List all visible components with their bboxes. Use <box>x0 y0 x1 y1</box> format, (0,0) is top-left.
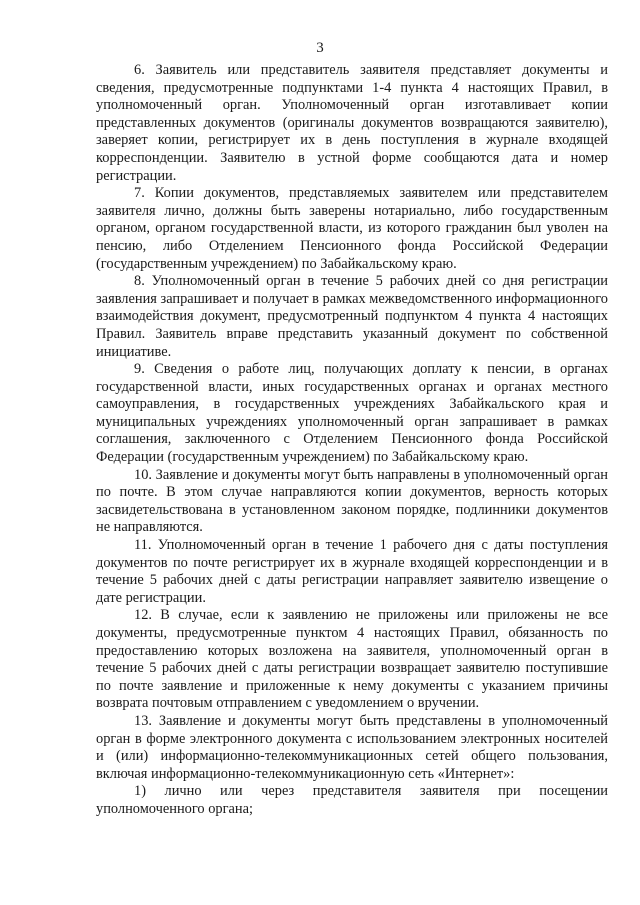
document-body <box>96 62 608 819</box>
paragraph-13: 13. Заявление и документы могут быть представлены в уполномоченный орган в форме электронного документа с использованием электронных носителей и (или) информационно-телекоммуникационных сетей общего пользования, включая информационно-телекоммуникационную сеть «Интернет»: <box>96 712 608 782</box>
paragraph-10: 10. Заявление и документы могут быть направлены в уполномоченный орган по почте. В этом случае направляются копии документов, верность которых засвидетельствована в установленном законом порядке, подлинники документов не направляются. <box>96 466 608 536</box>
paragraph-7: 7. Копии документов, представляемых заявителем или представителем заявителя лично, должны быть заверены нотариально, либо государственным органом, органом государственной власти, из которого гражданин был уволен на пенсию, либо Отделением Пенсионного фонда Российской Федерации (государственным учреждением) по Забайкальскому краю. <box>96 185 608 272</box>
paragraph-6: 6. Заявитель или представитель заявителя представляет документы и сведения, предусмотренные подпунктами 1-4 пункта 4 настоящих Правил, в уполномоченный орган. Уполномоченный орган изготавливает копии представленных документов (оригиналы документов возвращаются заявителю), заверяет копии, регистрирует их в день поступления в журнале входящей корреспонденции. Заявителю в устной форме сообщаются дата и номер регистрации. <box>96 62 608 184</box>
paragraph-12: 12. В случае, если к заявлению не приложены или приложены не все документы, предусмотренные пунктом 4 настоящих Правил, обязанность по предоставлению которых возложена на заявителя, уполномоченный орган в течение 5 рабочих дней с даты регистрации возвращает заявителю поступившие по почте заявление и приложенные к нему документы с указанием причины возврата почтовым отправлением с уведомлением о вручении. <box>96 607 608 712</box>
paragraph-11: 11. Уполномоченный орган в течение 1 рабочего дня с даты поступления документов по почте регистрирует их в журнале входящей корреспонденции и в течение 5 рабочих дней с даты регистрации направляет заявителю извещение о дате регистрации. <box>96 537 608 606</box>
paragraph-9: 9. Сведения о работе лиц, получающих доплату к пенсии, в органах государственной власти, иных государственных органах и органах местного самоуправления, в государственных учреждениях Забайкальского края и муниципальных учреждениях уполномоченный орган запрашивает в рамках соглашения, заключенного с Отделением Пенсионного фонда Российской Федерации (государственным учреждением) по Забайкальскому краю. <box>96 361 608 466</box>
paragraph-13-item-1: 1) лично или через представителя заявителя при посещении уполномоченного органа; <box>96 783 608 817</box>
page-number: 3 <box>316 40 324 56</box>
paragraph-8: 8. Уполномоченный орган в течение 5 рабочих дней со дня регистрации заявления запрашивает и получает в рамках межведомственного информационного взаимодействия документ, предусмотренный подпунктом 4 пункта 4 настоящих Правил. Заявитель вправе представить указанный документ по собственной инициативе. <box>96 273 608 360</box>
